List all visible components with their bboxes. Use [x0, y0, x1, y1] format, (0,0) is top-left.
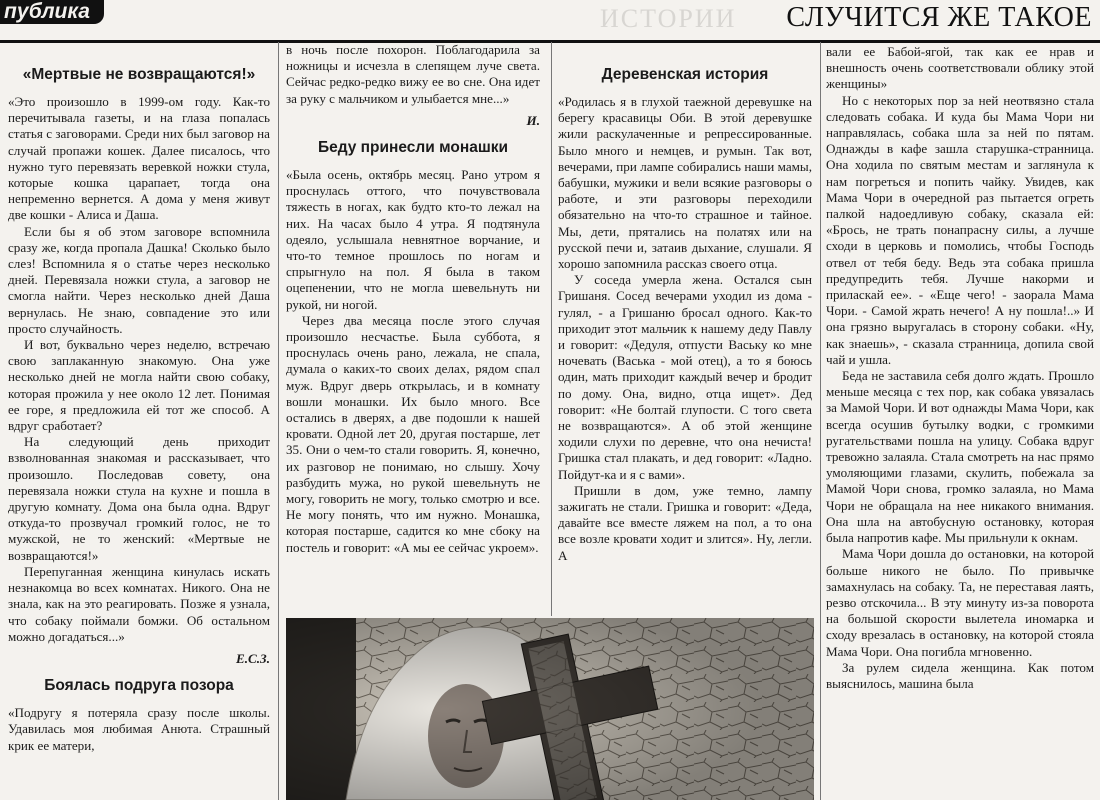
paragraph: в ночь после похорон. Поблагодарила за ножницы и исчезла в слепящем луче света. Сейчас редко-редко вижу ее во сне. Она идет за руку с мальчиком и улыбается мне...»: [286, 42, 540, 106]
paragraph: И вот, буквально через неделю, встречаю свою заплаканную знакомую. Она уже несколько дней не могла найти свою собаку, которая прожила у нее около 12 лет. Понимая ее горе, я предложила ей тот же способ. А вдруг сработает?: [8, 337, 270, 434]
paragraph: Перепуганная женщина кинулась искать незнакомца во всех комнатах. Никого. Она не знала, как на это реагировать. Позже я узнала, что собаку поймали бомжи. Об остальном можно догадаться...»: [8, 563, 270, 644]
paragraph: «Это произошло в 1999-ом году. Как-то перечитывала газеты, и на глаза попалась статья с заговорами. Среди них был заговор на случай пропажи кошек. Далее писалось, что нужно туго перевязать веревкой ножки стула, которые кошка царапает, тогда она непременно вернется. А дома у меня живут две кошки - Алиса и Даша.: [8, 94, 270, 223]
paragraph: «Родилась я в глухой таежной деревушке на берегу красавицы Оби. В этой деревушке жили раскулаченные и репрессированные. Было много и немцев, и румын. Так вот, вечерами, при лампе собирались наши мамы, бабушки, мужики и вели всякие разговоры о работе, и эти разговоры переходили обязательно на что-то страшное и тайное. Мы, дети, прятались на полатях или на русской печи и, затаив дыхание, слушали. Я хорошо запомнила рассказ своего отца.: [558, 94, 812, 272]
paragraph: На следующий день приходит взволнованная знакомая и рассказывает, что произошло. Последовав совету, она перевязала ножки стула на кухне и пошла в другую комнату. Дома она была одна. Вдруг откуда-то прозвучал громкий голос, не то мужской, не то женский: «Мертвые не возвращаются!»: [8, 434, 270, 563]
nun-cross-photo: [286, 618, 814, 800]
column-3: [558, 42, 812, 616]
article-title-shame: Боялась подруга позора: [44, 677, 234, 695]
article-title-nuns: Беду принесли монашки: [317, 139, 509, 157]
column-rule: [551, 42, 552, 616]
column-rule: [820, 42, 821, 800]
paragraph: вали ее Бабой-ягой, так как ее нрав и внешность очень соответствовали облику этой женщины»: [826, 44, 1094, 92]
column-2: [286, 42, 540, 616]
paragraph: Пришли в дом, уже темно, лампу зажигать не стали. Гришка и говорит: «Деда, давайте все вместе ляжем на пол, а то она все возле кровати ходит и злится». Ну, легли. А: [558, 482, 812, 563]
rubric-title: СЛУЧИТСЯ ЖЕ ТАКОЕ: [786, 2, 1092, 33]
ghost-headline: ИСТОРИИ: [600, 4, 737, 33]
article-title-dead: «Мертвые не возвращаются!»: [22, 66, 256, 83]
column-rule: [278, 42, 279, 800]
paragraph: «Была осень, октябрь месяц. Рано утром я проснулась оттого, что почувствовала тяжесть в ногах, как будто кто-то лежал на них. На часах было 4 утра. Я подтянула одеяло, услышала невнятное ворчание, и что-то темное прошлось по ногам и спрыгнуло на пол. Я была в таком оцепенении, что не могла шевельнуть ни рукой, ни ногой.: [286, 167, 540, 312]
paragraph: За рулем сидела женщина. Как потом выяснилось, машина была: [826, 659, 1094, 691]
paragraph: У соседа умерла жена. Остался сын Гришаня. Сосед вечерами уходил из дома - гулял, - а Гришаню бросал одного. Как-то приходит этот мальчик к нашему деду Павлу и говорит: «Дедуля, отпусти Ваську ко мне ночевать (Васька - мой отец), а то я боюсь один, мать приходит каждый вечер и бродит по дому. Она, видно, отца ищет». Дед говорит: «Не болтай глупости. С того света не возвращаются». А об этой женщине ходили слухи по деревне, что она нечиста! Гришка стал плакать, и дед говорит: «Ладно. Пойдут-ка и я с вами».: [558, 272, 812, 482]
photo-illustration: [286, 618, 814, 800]
article-title-village: Деревенская история: [601, 66, 769, 83]
signature: Е.С.З.: [236, 650, 270, 666]
column-1: [8, 42, 270, 800]
paragraph: Если бы я об этом заговоре вспомнила сразу же, когда пропала Дашка! Сколько было слез! Вспомнила я о статье через несколько дней. Перевязала ножки стула, а заговор не смогла найти. Через несколько дней Даша вернулась. Не знаю, совпадение это или просто случайность.: [8, 223, 270, 336]
paragraph: «Подругу я потеряла сразу после школы. Удавилась моя любимая Анюта. Страшный крик ее матери,: [8, 705, 270, 753]
paragraph: Через два месяца после этого случая произошло несчастье. Была суббота, я проснулась очень рано, лежала, не спала, думала о каких-то своих делах, рядом спал муж. Вдруг дверь открылась, и в комнату вошли монашки. Их было много. Все остались в дверях, а две подошли к нашей кровати. Одной лет 20, другая постарше, лет 35. Они о чем-то стали говорить. Я, конечно, их разговор не понимаю, но слышу. Хочу разбудить мужа, но рукой шевельнуть не могу, говорить не могу, только смотрю и все. Не могу понять, что им нужно. Монашка, которая постарше, садится ко мне сбоку на постель и говорит: «А мы ее сейчас укроем».: [286, 312, 540, 555]
column-4: [826, 44, 1094, 800]
section-tag: публика: [0, 0, 104, 24]
paragraph: Беда не заставила себя долго ждать. Прошло меньше месяца с тех пор, как собака увязалась за Мамой Чори. И вот однажды Мама Чори, как всегда осушив бутылку водки, с громкими ругательствами пошла на улицу. Собака вдруг тревожно залаяла. Стала смотреть на нас прямо умоляющими глазами, скулить, побежала за Мамой Чори снова, громко залаяла, но Мама Чори не обращала на нее никакого внимания. Она шла на автобусную остановку, которая была напротив кафе. Мы прильнули к окнам.: [826, 368, 1094, 546]
signature: И.: [526, 112, 540, 128]
paragraph: Но с некоторых пор за ней неотвязно стала следовать собака. И куда бы Мама Чори ни направлялась, собака шла за ней по пятам. Однажды в кафе зашла старушка-странница. Она ходила по святым местам и заглянула к нам погреться и попить чайку. Увидев, как Мама Чори в очередной раз пытается огреть палкой надоедливую собаку, сказала ей: «Брось, не трать понапрасну силы, а лучше сходи в церковь и помолись, чтобы Господь отвел от тебя беду. Ведь эта собака пришла предупредить тебя. Лучше накорми и приласкай ее». - «Еще чего! - заорала Мама Чори. - Самой жрать нечего! А ну пошла!..» И она грязно выругалась в сторону собаки. «Ну, как знаешь», - сказала странница, допила свой чай и ушла.: [826, 92, 1094, 367]
page-header: [0, 0, 1100, 43]
paragraph: Мама Чори дошла до остановки, на которой больше никого не было. По привычке замахнулась на собаку. Та, не переставая лаять, резво отскочила... В эту минуту из-за поворота на большой скорости вылетела иномарка и сходу врезалась в остановку, на которой стояла Мама Чори. Она погибла мгновенно.: [826, 546, 1094, 659]
